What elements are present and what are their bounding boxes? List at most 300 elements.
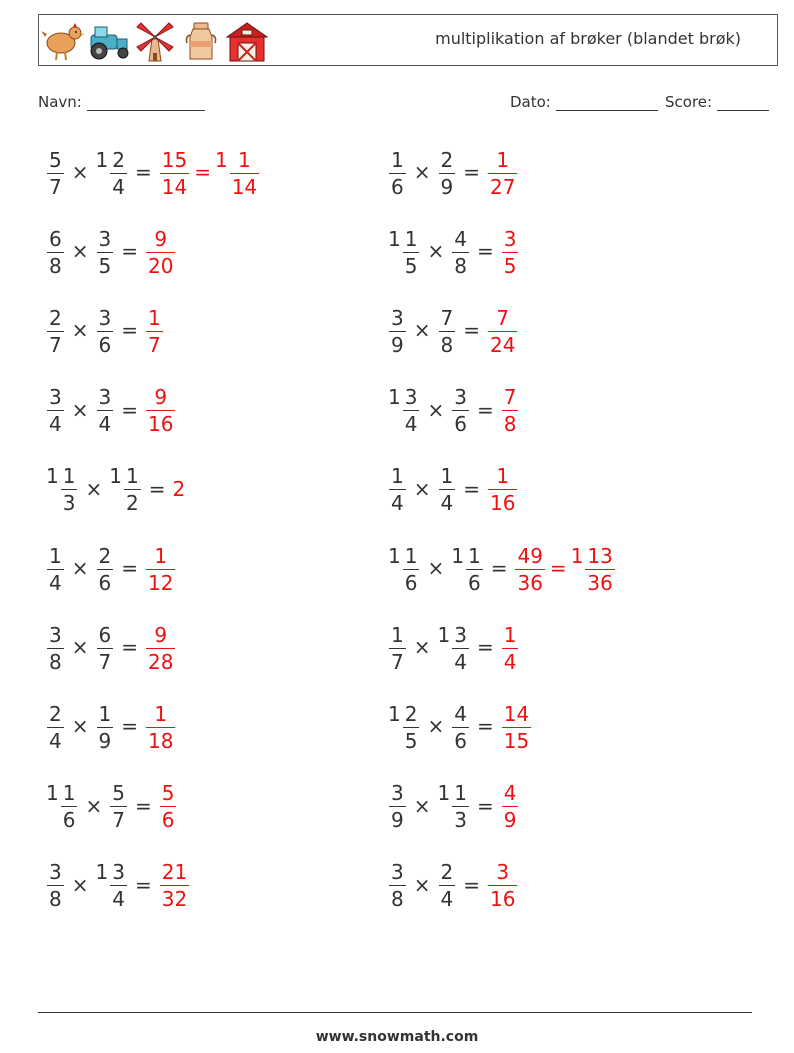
- header-box: [38, 14, 778, 66]
- factor-b-numerator: 3: [98, 385, 112, 410]
- answer: [145, 623, 176, 672]
- factor-b-mixed-number: [438, 464, 457, 516]
- factor-a-fraction: [389, 464, 406, 516]
- factor-b-denominator: 6: [98, 570, 112, 595]
- answer-mixed-numerator: 1: [238, 147, 251, 172]
- factor-a-numerator: 5: [49, 147, 62, 172]
- answer-fraction: [488, 147, 517, 199]
- factor-a-fraction: [389, 781, 406, 833]
- factor-b-whole: 1: [95, 147, 109, 172]
- factor-b-denominator: 4: [112, 174, 125, 199]
- factor-a-denominator: 4: [391, 491, 404, 516]
- answer-mixed-mixed-number: [215, 148, 260, 197]
- answer-numerator: 7: [503, 385, 517, 410]
- problem-item: [46, 538, 176, 598]
- factor-a-mixed-number: [388, 544, 420, 593]
- equals-sign: =: [490, 556, 508, 580]
- problem-item: [46, 696, 176, 756]
- factor-b-numerator: 3: [98, 226, 112, 251]
- factor-b-numerator: 1: [467, 543, 481, 568]
- answer-mixed-number: [487, 464, 518, 516]
- factor-b-fraction: [110, 147, 127, 199]
- answer-fraction: [502, 701, 531, 753]
- factor-a-mixed-number: [388, 148, 407, 197]
- factor-a-denominator: 7: [391, 649, 404, 674]
- factor-a-fraction: [403, 543, 420, 595]
- factor-b-numerator: 1: [454, 781, 467, 806]
- answer-denominator: 12: [148, 570, 174, 595]
- problem-item: [46, 300, 164, 360]
- factor-a-mixed-number: [388, 464, 407, 516]
- times-sign: ×: [427, 714, 445, 739]
- times-sign: ×: [413, 160, 431, 184]
- answer: [514, 544, 615, 593]
- date-blank[interactable]: [556, 94, 658, 111]
- factor-b-mixed-number: [451, 544, 483, 593]
- times-sign: ×: [71, 239, 89, 264]
- factor-b-fraction: [439, 860, 456, 912]
- factor-b-mixed-number: [451, 385, 470, 437]
- factor-a-mixed-number: [46, 306, 65, 355]
- answer-denominator: 7: [148, 332, 161, 357]
- answer-denominator: 16: [490, 491, 516, 516]
- factor-a-numerator: 1: [404, 226, 418, 251]
- score-label: Score:: [665, 93, 713, 111]
- answer-fraction: [146, 543, 175, 595]
- factor-b-whole: 1: [451, 543, 464, 568]
- factor-a-denominator: 9: [391, 332, 404, 357]
- answer-numerator: 4: [503, 781, 517, 806]
- factor-b-fraction: [97, 622, 114, 674]
- factor-b-numerator: 2: [112, 147, 125, 172]
- equals-sign: =: [476, 635, 494, 660]
- name-field[interactable]: [38, 93, 205, 111]
- answer-mixed-number: [514, 544, 545, 593]
- answer-mixed-fraction: [585, 543, 614, 595]
- factor-a-whole: 1: [388, 543, 401, 568]
- factor-b-fraction: [110, 860, 127, 912]
- factor-b-numerator: 3: [454, 622, 467, 647]
- factor-a-fraction: [47, 543, 64, 595]
- factor-a-denominator: 6: [62, 808, 76, 833]
- answer-mixed-number: [145, 702, 176, 751]
- answer-mixed-whole: 1: [570, 543, 584, 568]
- factor-b-mixed-number: [95, 860, 128, 912]
- answer: [501, 702, 532, 751]
- date-label: Dato:: [510, 93, 551, 111]
- times-sign: ×: [71, 556, 89, 580]
- factor-a-mixed-number: [388, 227, 420, 276]
- factor-a-whole: 1: [388, 701, 401, 726]
- problem-item: [46, 617, 176, 677]
- factor-b-denominator: 4: [112, 887, 125, 912]
- factor-a-denominator: 4: [49, 570, 62, 595]
- factor-a-fraction: [61, 464, 78, 516]
- times-sign: ×: [71, 872, 89, 897]
- times-sign: ×: [413, 635, 431, 660]
- answer-numerator: 15: [161, 147, 188, 172]
- times-sign: ×: [413, 872, 431, 897]
- answer-fraction: [502, 226, 519, 278]
- equals-sign: =: [148, 476, 166, 501]
- factor-b-denominator: 8: [454, 253, 467, 278]
- factor-a-denominator: 6: [404, 570, 418, 595]
- answer: [501, 623, 520, 672]
- equals-sign: =: [134, 160, 152, 184]
- factor-a-fraction: [47, 226, 64, 278]
- answer-mixed-number: [159, 860, 190, 912]
- answer: [159, 148, 260, 197]
- factor-a-numerator: 3: [391, 305, 404, 330]
- answer-numerator: 9: [154, 226, 168, 251]
- answer: [145, 227, 176, 276]
- answer-numerator: 1: [503, 622, 517, 647]
- answer: [501, 385, 520, 437]
- answer: [159, 860, 190, 912]
- factor-b-numerator: 2: [440, 147, 454, 172]
- factor-b-denominator: 7: [112, 808, 125, 833]
- answer-fraction: [502, 622, 519, 674]
- factor-a-numerator: 2: [404, 701, 418, 726]
- equals-sign: =: [476, 714, 494, 739]
- factor-a-numerator: 3: [49, 622, 62, 647]
- factor-b-denominator: 7: [98, 649, 112, 674]
- factor-a-numerator: 2: [49, 701, 62, 726]
- factor-a-mixed-number: [46, 623, 65, 672]
- answer-fraction: [488, 464, 517, 516]
- factor-b-denominator: 4: [440, 491, 454, 516]
- factor-a-fraction: [47, 860, 64, 912]
- factor-b-fraction: [97, 226, 114, 278]
- factor-a-mixed-number: [46, 227, 65, 276]
- factor-a-denominator: 3: [62, 491, 76, 516]
- date-field[interactable]: [510, 93, 658, 111]
- factor-b-numerator: 2: [440, 860, 454, 885]
- answer-mixed-number: [145, 623, 176, 672]
- answer-numerator: 3: [496, 860, 510, 885]
- factor-b-denominator: 4: [98, 412, 112, 437]
- factor-b-numerator: 1: [125, 464, 139, 489]
- score-field[interactable]: [665, 93, 769, 111]
- answer-numerator: 1: [154, 701, 168, 726]
- factor-a-mixed-number: [388, 385, 420, 437]
- factor-a-mixed-number: [46, 148, 65, 197]
- answer-fraction: [502, 385, 519, 437]
- factor-a-fraction: [47, 622, 64, 674]
- factor-b-numerator: 3: [454, 385, 467, 410]
- factor-b-fraction: [452, 226, 469, 278]
- answer-numerator: 1: [496, 464, 510, 489]
- answer-fraction: [488, 860, 517, 912]
- factor-a-denominator: 7: [49, 332, 62, 357]
- equals-sign: =: [121, 239, 138, 264]
- factor-b-fraction: [452, 385, 469, 437]
- answer-mixed-number: [487, 860, 518, 912]
- problem-item: [388, 221, 519, 281]
- times-sign: ×: [71, 635, 89, 660]
- answer-mixed-mixed-number: [571, 544, 616, 593]
- factor-b-mixed-number: [96, 623, 115, 672]
- factor-a-fraction: [403, 226, 420, 278]
- factor-a-numerator: 1: [62, 781, 76, 806]
- factor-b-fraction: [97, 385, 114, 437]
- answer-fraction: [160, 147, 189, 199]
- factor-a-numerator: 1: [404, 543, 418, 568]
- factor-a-denominator: 8: [49, 253, 62, 278]
- name-blank[interactable]: [87, 94, 205, 111]
- factor-b-fraction: [110, 781, 127, 833]
- factor-b-fraction: [97, 543, 114, 595]
- answer: [145, 385, 176, 437]
- answer-denominator: 36: [517, 570, 543, 595]
- answer: [145, 702, 176, 751]
- factor-a-mixed-number: [46, 464, 78, 516]
- factor-a-denominator: 8: [49, 649, 62, 674]
- answer-fraction: [502, 781, 519, 833]
- answer-numerator: 1: [148, 305, 161, 330]
- answer: [487, 860, 518, 912]
- factor-b-numerator: 2: [98, 543, 112, 568]
- factor-a-whole: 1: [46, 781, 59, 806]
- answer-mixed-number: [145, 385, 176, 437]
- answer-mixed-numerator: 13: [587, 543, 613, 568]
- answer-numerator: 5: [161, 781, 175, 806]
- name-label: Navn:: [38, 93, 82, 111]
- factor-b-denominator: 6: [454, 728, 467, 753]
- equals-sign: =: [463, 160, 480, 184]
- answer-mixed-number: [145, 227, 176, 276]
- factor-b-mixed-number: [96, 306, 115, 355]
- answer-mixed-number: [501, 385, 520, 437]
- answer-fraction: [160, 860, 189, 912]
- problem-item: [388, 855, 518, 915]
- factor-b-mixed-number: [109, 464, 141, 516]
- factor-a-denominator: 5: [404, 253, 418, 278]
- answer-numerator: 3: [503, 226, 517, 251]
- problem-item: [388, 776, 519, 836]
- factor-b-mixed-number: [451, 702, 470, 751]
- equals-sign: =: [121, 635, 138, 660]
- factor-a-whole: 1: [388, 385, 401, 410]
- answer-mixed-number: [145, 306, 164, 355]
- factor-a-fraction: [47, 385, 64, 437]
- problem-item: [46, 776, 177, 836]
- factor-b-mixed-number: [438, 306, 457, 355]
- factor-a-numerator: 1: [49, 543, 62, 568]
- answer: [145, 306, 164, 355]
- factor-a-mixed-number: [388, 860, 407, 912]
- windmill-icon: [133, 19, 177, 63]
- factor-b-mixed-number: [451, 227, 470, 276]
- factor-b-fraction: [439, 305, 456, 357]
- factor-b-denominator: 6: [454, 412, 467, 437]
- factor-b-fraction: [97, 305, 114, 357]
- problem-item: [388, 538, 616, 598]
- problem-item: [46, 855, 190, 915]
- factor-b-fraction: [439, 464, 456, 516]
- factor-b-mixed-number: [96, 227, 115, 276]
- answer-fraction: [146, 701, 175, 753]
- answer-mixed-number: [145, 544, 176, 593]
- answer-denominator: 14: [161, 174, 188, 199]
- answer-mixed-number: [487, 306, 518, 355]
- equals-sign: =: [476, 239, 494, 264]
- factor-b-mixed-number: [96, 385, 115, 437]
- problem-item: [46, 221, 176, 281]
- factor-b-numerator: 7: [440, 305, 454, 330]
- factor-a-numerator: 1: [391, 622, 404, 647]
- factor-a-numerator: 2: [49, 305, 62, 330]
- answer-equals-sign: =: [194, 160, 211, 184]
- answer-denominator: 6: [161, 808, 175, 833]
- factor-a-denominator: 6: [391, 174, 404, 199]
- factor-a-mixed-number: [46, 781, 78, 833]
- factor-a-numerator: 1: [62, 464, 76, 489]
- factor-a-numerator: 3: [404, 385, 418, 410]
- times-sign: ×: [413, 793, 431, 818]
- equals-sign: =: [121, 397, 138, 422]
- factor-a-denominator: 8: [49, 887, 62, 912]
- answer-numerator: 1: [154, 543, 168, 568]
- problem-item: [388, 142, 518, 202]
- factor-a-numerator: 1: [391, 464, 404, 489]
- answer-fraction: [146, 226, 175, 278]
- times-sign: ×: [85, 793, 103, 818]
- factor-b-whole: 1: [109, 464, 122, 489]
- equals-sign: =: [134, 872, 152, 897]
- factor-b-mixed-number: [96, 544, 115, 593]
- answer-fraction: [515, 543, 544, 595]
- factor-b-denominator: 3: [454, 808, 467, 833]
- factor-b-whole: 1: [437, 781, 451, 806]
- times-sign: ×: [413, 476, 431, 501]
- factor-a-numerator: 1: [391, 147, 404, 172]
- answer-mixed-denominator: 14: [231, 174, 258, 199]
- answer: [172, 477, 186, 501]
- factor-b-mixed-number: [96, 148, 128, 197]
- answer: [159, 781, 178, 833]
- answer-denominator: 27: [490, 174, 516, 199]
- factor-b-fraction: [124, 464, 141, 516]
- answer: [487, 306, 518, 355]
- factor-b-denominator: 9: [98, 728, 112, 753]
- footer-divider: [38, 1012, 752, 1013]
- factor-b-denominator: 8: [440, 332, 454, 357]
- answer-mixed-number: [501, 702, 532, 751]
- answer-fraction: [160, 781, 177, 833]
- factor-a-denominator: 7: [49, 174, 62, 199]
- page-title: multiplikation af brøker (blandet brøk): [435, 29, 741, 48]
- factor-b-mixed-number: [438, 860, 457, 912]
- problem-item: [46, 380, 176, 440]
- factor-b-numerator: 6: [98, 622, 112, 647]
- score-blank[interactable]: [717, 94, 769, 111]
- milk-can-icon: [179, 19, 223, 63]
- equals-sign: =: [463, 872, 480, 897]
- factor-a-fraction: [403, 701, 420, 753]
- answer-denominator: 18: [148, 728, 174, 753]
- factor-b-whole: 1: [437, 622, 451, 647]
- problem-item: [388, 300, 518, 360]
- answer-mixed-number: [487, 148, 518, 197]
- factor-a-denominator: 4: [49, 728, 62, 753]
- factor-a-fraction: [389, 147, 406, 199]
- answer-numerator: 7: [496, 305, 510, 330]
- problem-item: [46, 459, 186, 519]
- factor-a-numerator: 3: [49, 860, 62, 885]
- factor-b-fraction: [466, 543, 483, 595]
- factor-b-denominator: 2: [125, 491, 139, 516]
- factor-a-fraction: [403, 385, 420, 437]
- answer: [501, 227, 520, 276]
- factor-a-fraction: [389, 860, 406, 912]
- equals-sign: =: [121, 318, 138, 343]
- factor-b-mixed-number: [96, 702, 115, 751]
- factor-b-mixed-number: [438, 148, 457, 197]
- equals-sign: =: [121, 714, 138, 739]
- factor-a-mixed-number: [388, 702, 420, 751]
- factor-a-mixed-number: [46, 385, 65, 437]
- times-sign: ×: [427, 397, 445, 422]
- factor-b-numerator: 1: [440, 464, 454, 489]
- answer-mixed-number: [501, 227, 520, 276]
- answer-denominator: 24: [490, 332, 516, 357]
- factor-a-whole: 1: [388, 226, 401, 251]
- factor-a-numerator: 3: [391, 781, 404, 806]
- times-sign: ×: [71, 714, 89, 739]
- times-sign: ×: [427, 239, 445, 264]
- factor-b-denominator: 4: [454, 649, 467, 674]
- factor-b-mixed-number: [437, 781, 470, 833]
- answer-fraction: [146, 305, 163, 357]
- answer-numerator: 9: [154, 385, 168, 410]
- answer-fraction: [146, 385, 175, 437]
- chicken-icon: [41, 19, 85, 63]
- answer-mixed-whole: 1: [214, 147, 228, 172]
- factor-a-denominator: 4: [49, 412, 62, 437]
- times-sign: ×: [71, 397, 89, 422]
- factor-a-fraction: [47, 701, 64, 753]
- factor-b-numerator: 3: [98, 305, 112, 330]
- answer-whole: 2: [172, 476, 186, 501]
- factor-b-mixed-number: [109, 781, 128, 833]
- factor-a-denominator: 5: [404, 728, 418, 753]
- answer-equals-sign: =: [549, 556, 567, 580]
- times-sign: ×: [413, 318, 431, 343]
- times-sign: ×: [71, 160, 89, 184]
- factor-b-fraction: [452, 622, 469, 674]
- factor-b-fraction: [439, 147, 456, 199]
- answer-numerator: 14: [503, 701, 530, 726]
- answer: [487, 148, 518, 197]
- answer-mixed-fraction: [230, 147, 259, 199]
- factor-a-denominator: 9: [391, 808, 404, 833]
- answer-denominator: 28: [148, 649, 174, 674]
- equals-sign: =: [463, 318, 480, 343]
- answer-denominator: 16: [148, 412, 174, 437]
- answer-fraction: [488, 305, 517, 357]
- answer-mixed-number: [159, 781, 178, 833]
- factor-b-denominator: 6: [467, 570, 481, 595]
- factor-a-numerator: 6: [49, 226, 62, 251]
- answer: [145, 544, 176, 593]
- answer-mixed-denominator: 36: [587, 570, 613, 595]
- factor-a-fraction: [61, 781, 78, 833]
- factor-b-numerator: 4: [454, 226, 467, 251]
- factor-b-numerator: 3: [112, 860, 125, 885]
- factor-b-denominator: 4: [440, 887, 454, 912]
- problem-item: [388, 617, 519, 677]
